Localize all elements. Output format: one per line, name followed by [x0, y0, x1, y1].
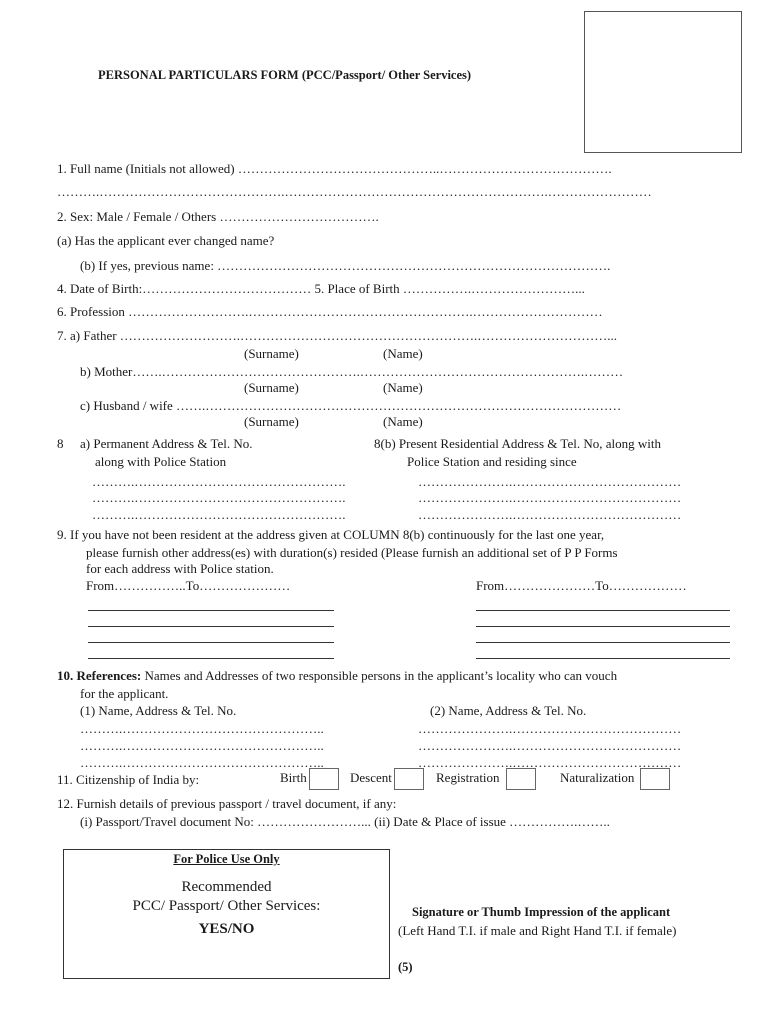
permanent-address-line[interactable]: ……….…………………………………………. — [92, 474, 346, 489]
citizenship-registration[interactable] — [436, 768, 536, 790]
present-address-label-2: Police Station and residing since — [407, 454, 577, 469]
registration-checkbox[interactable] — [506, 768, 536, 790]
present-address-line[interactable]: ………………….………………………………… — [418, 507, 682, 522]
citizenship-label: 11. Citizenship of India by: — [57, 772, 200, 787]
address-line-right[interactable] — [476, 658, 730, 659]
address-line-left[interactable] — [88, 642, 334, 643]
permanent-address-line[interactable]: ……….…………………………………………. — [92, 507, 346, 522]
surname-label: (Surname) — [244, 380, 299, 395]
reference-2-line[interactable]: ………………….………………………………… — [418, 721, 682, 736]
present-address-label: 8(b) Present Residential Address & Tel. No, along with — [374, 436, 661, 451]
reference-1-line[interactable]: ……….……………………………………….. — [80, 755, 324, 770]
name-label: (Name) — [383, 414, 423, 429]
photo-box — [584, 11, 742, 153]
birth-checkbox[interactable] — [309, 768, 339, 790]
address-line-left[interactable] — [88, 610, 334, 611]
references-text-2: for the applicant. — [80, 686, 169, 701]
surname-label: (Surname) — [244, 346, 299, 361]
naturalization-label: Naturalization — [560, 769, 635, 785]
descent-checkbox[interactable] — [394, 768, 424, 790]
permanent-address-label-2: along with Police Station — [95, 454, 227, 469]
q8-number: 8 — [57, 436, 64, 451]
address-line-right[interactable] — [476, 642, 730, 643]
registration-label: Registration — [436, 769, 500, 785]
police-use-heading: For Police Use Only — [173, 852, 280, 866]
birth-label: Birth — [280, 769, 307, 785]
mother-field[interactable]: b) Mother…….……………………………………….…………………………………………….……… — [80, 364, 624, 379]
father-field[interactable]: 7. a) Father ……………………….……………………………………………….…………………………... — [57, 328, 618, 343]
citizenship-descent[interactable] — [350, 768, 424, 790]
from-to-right[interactable]: From…………………To……………… — [476, 578, 687, 593]
reference-1-label: (1) Name, Address & Tel. No. — [80, 703, 237, 718]
signature-heading: Signature or Thumb Impression of the applicant — [412, 905, 671, 919]
reference-1-line[interactable]: ……….……………………………………….. — [80, 738, 324, 753]
name-label: (Name) — [383, 380, 423, 395]
changed-name-question: (a) Has the applicant ever changed name? — [57, 233, 275, 248]
from-to-left[interactable]: From……………..To………………… — [86, 578, 291, 593]
services-label: PCC/ Passport/ Other Services: — [132, 898, 321, 914]
profession-field[interactable]: 6. Profession ……………………….…………………………………………….………………………… — [57, 304, 603, 319]
name-label: (Name) — [383, 346, 423, 361]
sex-field[interactable]: 2. Sex: Male / Female / Others ………………………………. — [57, 209, 379, 224]
citizenship-naturalization[interactable] — [560, 768, 670, 790]
reference-1-line[interactable]: ……….……………………………………….. — [80, 721, 324, 736]
reference-2-line[interactable]: ………………….………………………………… — [418, 755, 682, 770]
references-label: 10. References: — [57, 668, 142, 683]
full-name-field[interactable]: 1. Full name (Initials not allowed) ………………………………………..…………………………………. — [57, 161, 612, 176]
reference-2-label: (2) Name, Address & Tel. No. — [430, 703, 587, 718]
q9-text-2: please furnish other address(es) with duration(s) resided (Please furnish an additional set of P P Forms — [86, 545, 618, 560]
full-name-continuation[interactable]: ……….…………………………………….…………………………………………………….…………………… — [57, 184, 652, 199]
previous-name-field[interactable]: (b) If yes, previous name: ………………………………………………………………………………. — [80, 258, 611, 273]
permanent-address-label: a) Permanent Address & Tel. No. — [80, 436, 253, 451]
dob-place-field[interactable]: 4. Date of Birth:………………………………… 5. Place of Birth …………….……………………... — [57, 281, 585, 296]
descent-label: Descent — [350, 769, 392, 785]
address-line-right[interactable] — [476, 626, 730, 627]
present-address-line[interactable]: ………………….………………………………… — [418, 490, 682, 505]
references-text — [57, 668, 617, 684]
reference-2-line[interactable]: ………………….………………………………… — [418, 738, 682, 753]
address-line-left[interactable] — [88, 626, 334, 627]
husband-wife-field[interactable]: c) Husband / wife …….…………………………………………………………………………………… — [80, 398, 622, 413]
previous-passport-field[interactable]: (i) Passport/Travel document No: ……………………... (ii) Date & Place of issue …………….…….. — [80, 814, 610, 829]
address-line-left[interactable] — [88, 658, 334, 659]
previous-passport-label: 12. Furnish details of previous passport / travel document, if any: — [57, 796, 397, 811]
present-address-line[interactable]: ………………….………………………………… — [418, 474, 682, 489]
address-line-right[interactable] — [476, 610, 730, 611]
form-title: PERSONAL PARTICULARS FORM (PCC/Passport/ Other Services) — [98, 68, 472, 82]
police-use-box — [63, 849, 390, 979]
references-desc: Names and Addresses of two responsible persons in the applicant’s locality who can vouch — [141, 668, 618, 683]
permanent-address-line[interactable]: ……….…………………………………………. — [92, 490, 346, 505]
recommended-label: Recommended — [181, 879, 272, 895]
yes-no-label: YES/NO — [198, 921, 255, 937]
citizenship-birth[interactable] — [280, 768, 339, 790]
surname-label: (Surname) — [244, 414, 299, 429]
q9-text-3: for each address with Police station. — [86, 561, 274, 576]
naturalization-checkbox[interactable] — [640, 768, 670, 790]
signature-note: (Left Hand T.I. if male and Right Hand T.I. if female) — [398, 923, 677, 938]
q9-text: 9. If you have not been resident at the address given at COLUMN 8(b) continuously for the last one year, — [57, 527, 605, 542]
page-number: (5) — [398, 960, 413, 974]
